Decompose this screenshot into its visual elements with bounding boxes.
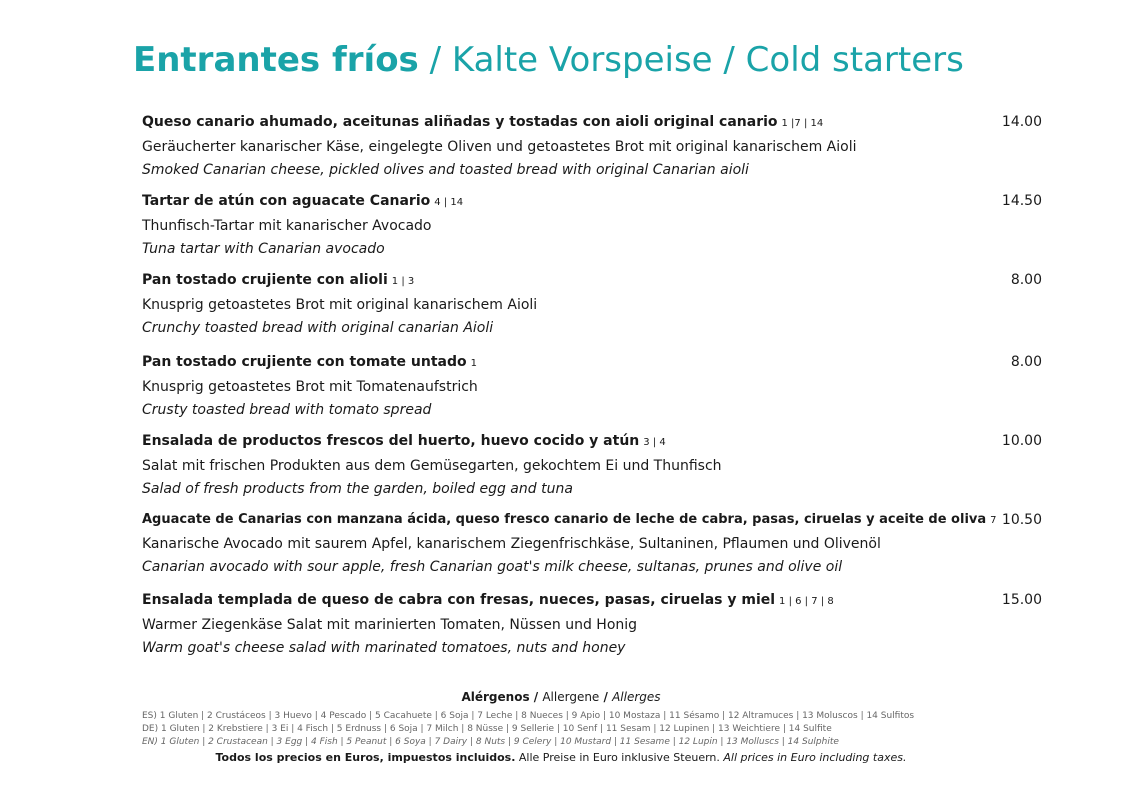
allergen-codes: 7 xyxy=(990,515,997,526)
page-title-translations: / Kalte Vorspeise / Cold starters xyxy=(418,40,964,80)
dish-price: 14.00 xyxy=(1001,114,1042,130)
allergen-list-es: ES) 1 Gluten | 2 Crustáceos | 3 Huevo | 4 Pescado | 5 Cacahuete | 6 Soja | 7 Leche | 8 Nueces | 9 Apio | 10 Mostaza | 11 Sésamo | 12 Altramuces | 13 Moluscos | 14 Sulfitos xyxy=(142,711,915,721)
dish-name-en: Warm goat's cheese salad with marinated tomatoes, nuts and honey xyxy=(142,640,626,656)
menu-item xyxy=(142,591,1042,657)
allergen-codes: 4 | 14 xyxy=(434,197,464,208)
dish-name-es-text: Pan tostado crujiente con alioli xyxy=(142,272,388,288)
dish-name-es xyxy=(142,271,1042,291)
dish-name-en: Crusty toasted bread with tomato spread xyxy=(142,402,432,418)
menu-item xyxy=(142,353,1042,419)
allergen-codes: 1 xyxy=(470,358,478,369)
dish-price: 10.00 xyxy=(1001,433,1042,449)
dish-name-es-text: Pan tostado crujiente con tomate untado xyxy=(142,354,467,370)
allergen-codes: 1 |7 | 14 xyxy=(781,118,824,129)
dish-name-es xyxy=(142,511,1042,530)
dish-name-en: Tuna tartar with Canarian avocado xyxy=(142,241,385,257)
dish-name-en: Crunchy toasted bread with original canarian Aioli xyxy=(142,320,494,336)
dish-name-en: Canarian avocado with sour apple, fresh Canarian goat's milk cheese, sultanas, prunes and olive oil xyxy=(142,559,843,575)
dish-name-de: Geräucherter kanarischer Käse, eingelegte Oliven und getoastetes Brot mit original kanarischem Aioli xyxy=(142,139,857,155)
dish-name-de: Knusprig getoastetes Brot mit Tomatenaufstrich xyxy=(142,379,478,395)
allergen-list-en: EN) 1 Gluten | 2 Crustacean | 3 Egg | 4 Fish | 5 Peanut | 6 Soya | 7 Dairy | 8 Nuts | 9 Celery | 10 Mustard | 11 Sesame | 12 Lupin | 13 Molluscs | 14 Sulphite xyxy=(142,737,839,747)
dish-name-es xyxy=(142,113,1042,133)
allergen-list-de: DE) 1 Gluten | 2 Krebstiere | 3 Ei | 4 Fisch | 5 Erdnuss | 6 Soja | 7 Milch | 8 Nüsse | 9 Sellerie | 10 Senf | 11 Sesam | 12 Lupinen | 13 Weichtiere | 14 Sulfite xyxy=(142,724,832,734)
dish-name-es xyxy=(142,432,1042,452)
dish-name-de: Thunfisch-Tartar mit kanarischer Avocado xyxy=(142,218,432,234)
page-title-es: Entrantes fríos xyxy=(133,40,419,80)
dish-name-es xyxy=(142,353,1042,373)
dish-price: 14.50 xyxy=(1001,193,1042,209)
allergen-codes: 1 | 3 xyxy=(391,276,415,287)
dish-name-es xyxy=(142,591,1042,611)
dish-name-es-text: Ensalada templada de queso de cabra con fresas, nueces, pasas, ciruelas y miel xyxy=(142,592,776,608)
allergens-heading-de: Allergene xyxy=(542,690,600,704)
menu-item xyxy=(142,192,1042,258)
prices-note-de: Alle Preise in Euro inklusive Steuern. xyxy=(515,751,720,764)
dish-price: 8.00 xyxy=(1010,354,1042,370)
dish-name-es-text: Queso canario ahumado, aceitunas aliñadas y tostadas con aioli original canario xyxy=(142,114,778,130)
allergens-heading-es: Alérgenos xyxy=(461,690,530,704)
menu-item xyxy=(142,113,1042,179)
dish-price: 8.00 xyxy=(1010,272,1042,288)
allergen-codes: 3 | 4 xyxy=(643,437,666,448)
dish-price: 10.50 xyxy=(1001,512,1042,528)
dish-name-en: Smoked Canarian cheese, pickled olives and toasted bread with original Canarian aioli xyxy=(142,162,749,178)
menu-item xyxy=(142,432,1042,498)
dish-name-de: Warmer Ziegenkäse Salat mit marinierten Tomaten, Nüssen und Honig xyxy=(142,617,638,633)
prices-note-en: All prices in Euro including taxes. xyxy=(719,751,907,764)
dish-name-de: Salat mit frischen Produkten aus dem Gemüsegarten, gekochtem Ei und Thunfisch xyxy=(142,458,722,474)
dish-name-es-text: Tartar de atún con aguacate Canario xyxy=(142,193,431,209)
dish-price: 15.00 xyxy=(1001,592,1042,608)
allergen-codes: 1 | 6 | 7 | 8 xyxy=(779,596,834,607)
dish-name-de: Kanarische Avocado mit saurem Apfel, kanarischem Ziegenfrischkäse, Sultaninen, Pflaumen und Olivenöl xyxy=(142,536,881,552)
prices-note-es: Todos los precios en Euros, impuestos incluidos. xyxy=(215,751,516,764)
page-title xyxy=(133,40,964,80)
menu-item xyxy=(142,511,1042,576)
allergens-heading: Alérgenos / Allergene / Allerges xyxy=(461,690,661,704)
dish-name-en: Salad of fresh products from the garden, boiled egg and tuna xyxy=(142,481,573,497)
dish-name-es-text: Ensalada de productos frescos del huerto, huevo cocido y atún xyxy=(142,433,640,449)
dish-name-es-text: Aguacate de Canarias con manzana ácida, queso fresco canario de leche de cabra, pasas, ciruelas y aceite de oliva xyxy=(142,512,987,527)
dish-name-de: Knusprig getoastetes Brot mit original kanarischem Aioli xyxy=(142,297,538,313)
dish-name-es xyxy=(142,192,1042,212)
allergens-heading-en: Allerges xyxy=(612,690,661,704)
menu-item xyxy=(142,271,1042,337)
prices-note xyxy=(0,751,1122,764)
